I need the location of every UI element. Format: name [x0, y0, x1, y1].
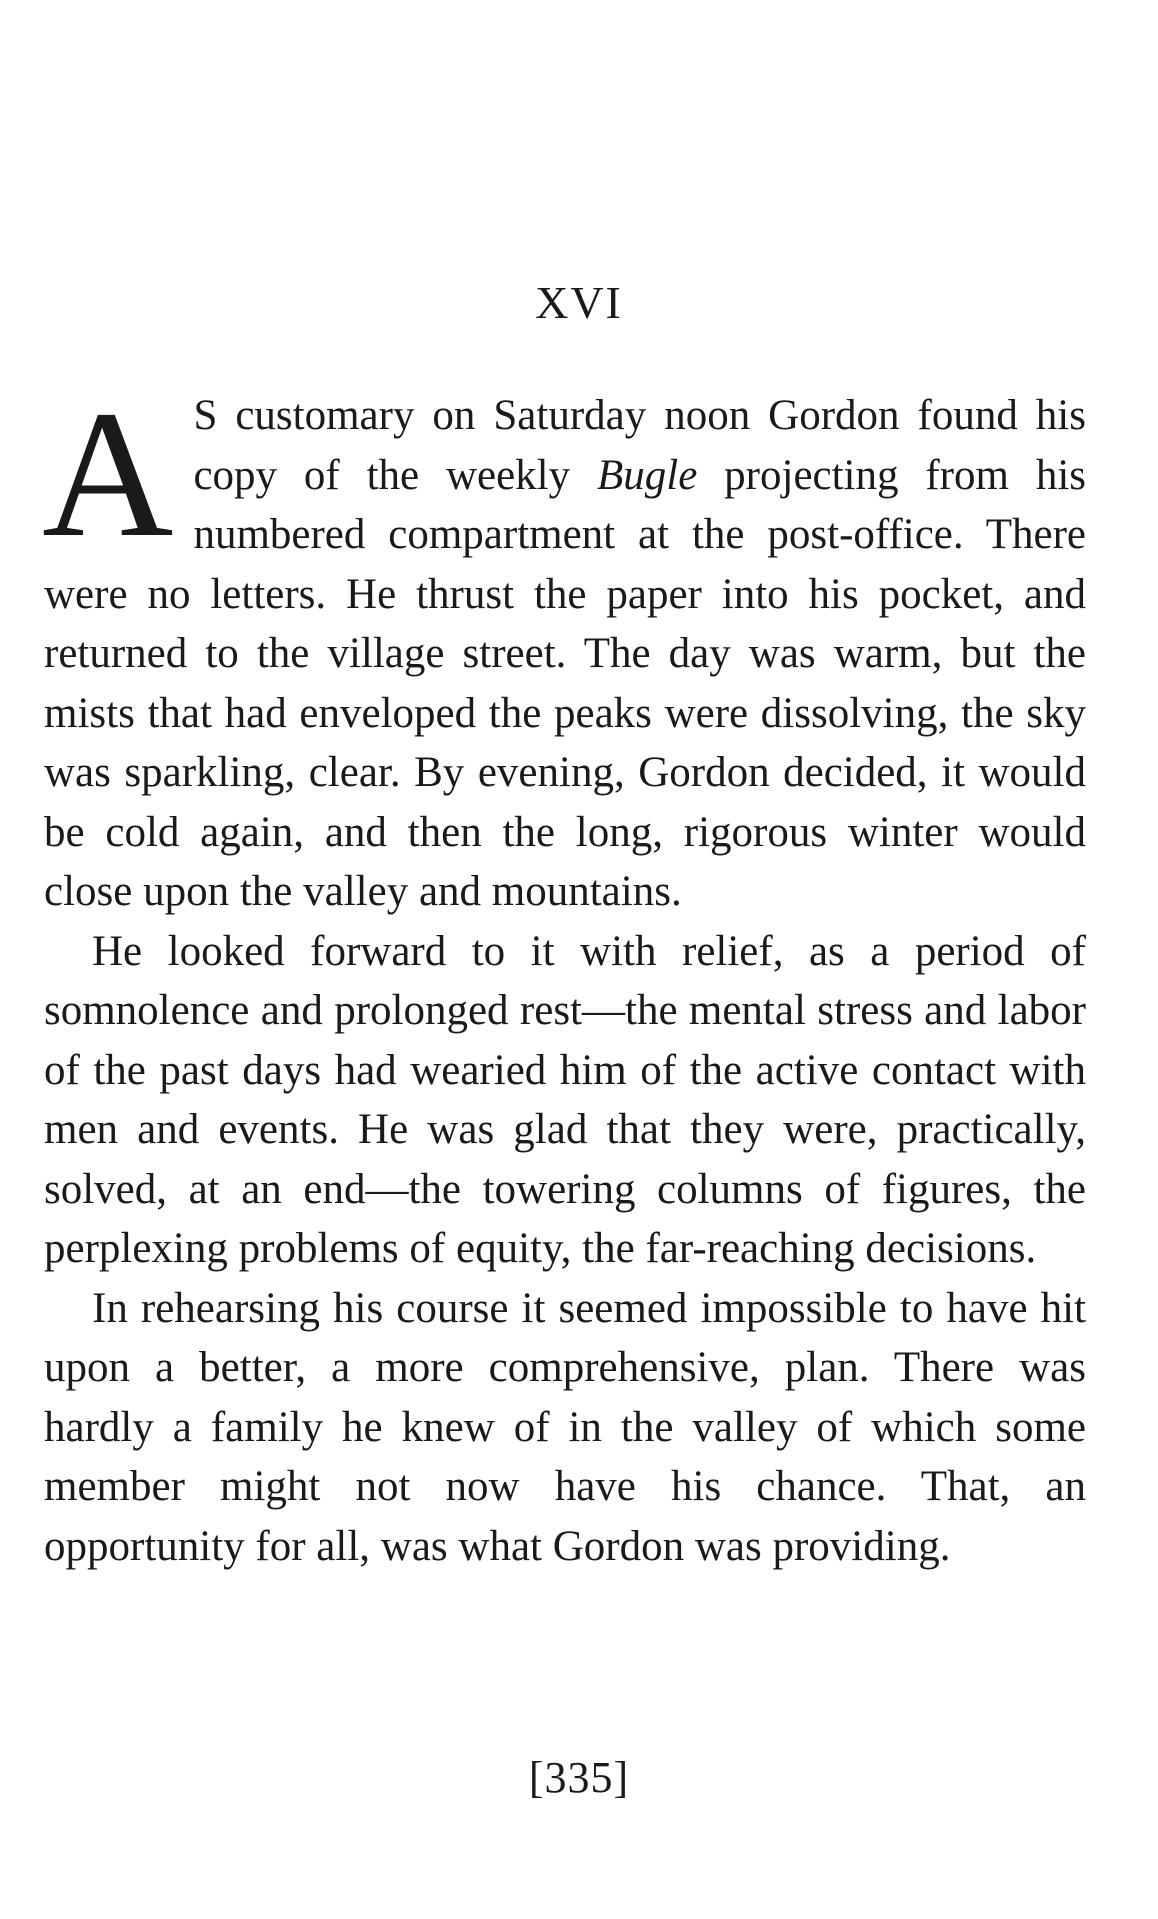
newspaper-title: Bugle: [597, 451, 698, 499]
paragraph-1-rest: projecting from his numbered compartment at the post-office. There were no letters. He thrust the paper into his pocket, and returned to the village street. The day was warm, but the mists that had enveloped the peaks were dissolving, the sky was sparkling, clear. By evening, Gordon decided, it would be cold again, and then the long, rigorous winter would close upon the valley and mountains.: [44, 451, 1086, 915]
drop-cap: A: [42, 374, 174, 575]
paragraph-2: He looked forward to it with relief, as a period of somnolence and prolonged rest—the mental stress and labor of the past days had wearied him of the active contact with men and events. He was glad that they were, practically, solved, at an end—the towering columns of figures, the perplexing problems of equity, the far-reaching decisions.: [44, 927, 1086, 1272]
paragraph-3: In rehearsing his course it seemed impossible to have hit upon a better, a more comprehensive, plan. There was hardly a family he knew of in the valley of which some member might not now have his chance. That, an opportunity for all, was what Gordon was providing.: [44, 1284, 1086, 1570]
paragraph-1: [42, 374, 1086, 922]
body-text: [42, 374, 1086, 1576]
paragraph-1-lead: S customary on Saturday noon Gordon found his copy of the weekly: [193, 392, 1086, 499]
chapter-heading: XVI: [535, 277, 623, 328]
page-number: [335]: [528, 1753, 630, 1802]
